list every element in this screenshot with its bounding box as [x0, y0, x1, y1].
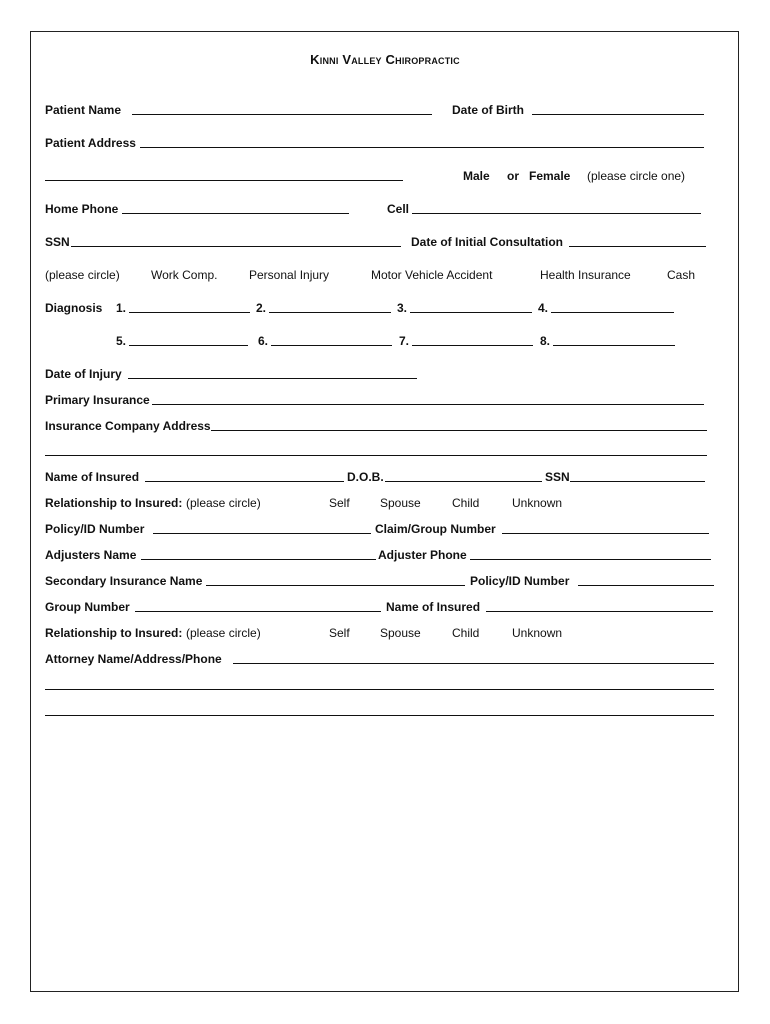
date-of-injury-field[interactable] [128, 367, 417, 379]
row-group-number [45, 600, 715, 616]
diagnosis-field-8[interactable] [553, 334, 675, 346]
diagnosis-number-8: 8. [540, 334, 551, 348]
secondary-policy-id-label: Policy/ID Number [470, 574, 570, 588]
claim-group-label: Claim/Group Number [375, 522, 496, 536]
row-attorney [45, 652, 715, 668]
row-phone [45, 202, 715, 218]
adjusters-name-field[interactable] [141, 548, 376, 560]
ssn-label: SSN [45, 235, 70, 249]
row-relationship-2 [45, 626, 715, 642]
cell-field[interactable] [412, 202, 701, 214]
diagnosis-field-6[interactable] [271, 334, 392, 346]
secondary-relationship-child[interactable]: Child [452, 626, 480, 640]
patient-name-label: Patient Name [45, 103, 122, 117]
adjuster-phone-field[interactable] [470, 548, 711, 560]
name-of-insured-field[interactable] [145, 470, 344, 482]
row-secondary-insurance [45, 574, 715, 590]
row-patient-address [45, 136, 715, 152]
row-insurance-address-line2 [45, 444, 715, 460]
relationship-spouse[interactable]: Spouse [380, 496, 421, 510]
row-primary-insurance [45, 393, 715, 409]
row-policy-claim [45, 522, 715, 538]
row-name-of-insured [45, 470, 715, 486]
diagnosis-field-1[interactable] [129, 301, 250, 313]
cell-label: Cell [387, 202, 410, 216]
group-number-field[interactable] [135, 600, 381, 612]
diagnosis-field-3[interactable] [410, 301, 532, 313]
row-adjuster [45, 548, 715, 564]
row-diagnosis-1 [45, 301, 715, 317]
please-circle-one-note: (please circle one) [587, 169, 686, 183]
group-number-label: Group Number [45, 600, 130, 614]
insurance-company-address-field[interactable] [211, 419, 707, 431]
diagnosis-number-4: 4. [538, 301, 549, 315]
dob-field[interactable] [385, 470, 542, 482]
attorney-label: Attorney Name/Address/Phone [45, 652, 222, 666]
case-personal-injury[interactable]: Personal Injury [249, 268, 330, 282]
row-ssn [45, 235, 715, 251]
row-diagnosis-2 [45, 334, 715, 350]
row-attorney-line3 [45, 704, 715, 720]
primary-insurance-label: Primary Insurance [45, 393, 150, 407]
diagnosis-number-2: 2. [256, 301, 267, 315]
diagnosis-number-3: 3. [397, 301, 408, 315]
case-motor-vehicle-accident[interactable]: Motor Vehicle Accident [371, 268, 493, 282]
page-title: Kinni Valley Chiropractic [310, 52, 460, 67]
secondary-name-of-insured-label: Name of Insured [386, 600, 481, 614]
dob-label: D.O.B. [347, 470, 384, 484]
diagnosis-number-6: 6. [258, 334, 269, 348]
name-of-insured-label: Name of Insured [45, 470, 140, 484]
patient-address-field[interactable] [140, 136, 704, 148]
secondary-policy-id-field[interactable] [578, 574, 714, 586]
policy-id-field[interactable] [153, 522, 371, 534]
secondary-relationship-self[interactable]: Self [329, 626, 350, 640]
row-case-type [45, 268, 715, 284]
diagnosis-field-7[interactable] [412, 334, 533, 346]
relationship-self[interactable]: Self [329, 496, 350, 510]
diagnosis-label: Diagnosis [45, 301, 103, 315]
row-attorney-line2 [45, 678, 715, 694]
primary-insurance-field[interactable] [152, 393, 704, 405]
insurance-company-address-line2-field[interactable] [45, 444, 707, 456]
attorney-field[interactable] [233, 652, 714, 664]
secondary-name-of-insured-field[interactable] [486, 600, 713, 612]
secondary-relationship-spouse[interactable]: Spouse [380, 626, 421, 640]
or-label: or [507, 169, 519, 183]
date-of-birth-field[interactable] [532, 103, 704, 115]
adjusters-name-label: Adjusters Name [45, 548, 137, 562]
secondary-relationship-please-circle: (please circle) [186, 626, 261, 640]
policy-id-label: Policy/ID Number [45, 522, 145, 536]
patient-address-line2-field[interactable] [45, 169, 403, 181]
female-option[interactable]: Female [529, 169, 571, 183]
row-address-gender [45, 169, 715, 185]
diagnosis-field-4[interactable] [551, 301, 674, 313]
attorney-line3-field[interactable] [45, 704, 714, 716]
secondary-insurance-label: Secondary Insurance Name [45, 574, 203, 588]
date-of-birth-label: Date of Birth [452, 103, 524, 117]
diagnosis-number-7: 7. [399, 334, 410, 348]
patient-name-field[interactable] [132, 103, 432, 115]
secondary-insurance-field[interactable] [206, 574, 465, 586]
date-initial-consultation-label: Date of Initial Consultation [411, 235, 563, 249]
relationship-please-circle: (please circle) [186, 496, 261, 510]
claim-group-field[interactable] [502, 522, 709, 534]
patient-address-label: Patient Address [45, 136, 136, 150]
case-cash[interactable]: Cash [667, 268, 696, 282]
secondary-relationship-unknown[interactable]: Unknown [512, 626, 563, 640]
home-phone-label: Home Phone [45, 202, 119, 216]
row-date-of-injury [45, 367, 715, 383]
secondary-relationship-label: Relationship to Insured: [45, 626, 183, 640]
ssn-insured-label: SSN [545, 470, 570, 484]
case-work-comp[interactable]: Work Comp. [151, 268, 218, 282]
relationship-child[interactable]: Child [452, 496, 480, 510]
diagnosis-number-1: 1. [116, 301, 127, 315]
diagnosis-field-5[interactable] [129, 334, 248, 346]
row-relationship-1 [45, 496, 715, 512]
adjuster-phone-label: Adjuster Phone [378, 548, 467, 562]
date-of-injury-label: Date of Injury [45, 367, 122, 381]
date-initial-consultation-field[interactable] [569, 235, 706, 247]
relationship-unknown[interactable]: Unknown [512, 496, 563, 510]
case-health-insurance[interactable]: Health Insurance [540, 268, 631, 282]
please-circle-note: (please circle) [45, 268, 120, 282]
diagnosis-number-5: 5. [116, 334, 127, 348]
row-insurance-company-address [45, 419, 715, 435]
ssn-insured-field[interactable] [570, 470, 705, 482]
male-option[interactable]: Male [463, 169, 490, 183]
row-patient-name [45, 103, 715, 119]
diagnosis-field-2[interactable] [269, 301, 391, 313]
home-phone-field[interactable] [122, 202, 349, 214]
relationship-label: Relationship to Insured: [45, 496, 183, 510]
attorney-line2-field[interactable] [45, 678, 714, 690]
insurance-company-address-label: Insurance Company Address [45, 419, 211, 433]
ssn-field[interactable] [71, 235, 401, 247]
